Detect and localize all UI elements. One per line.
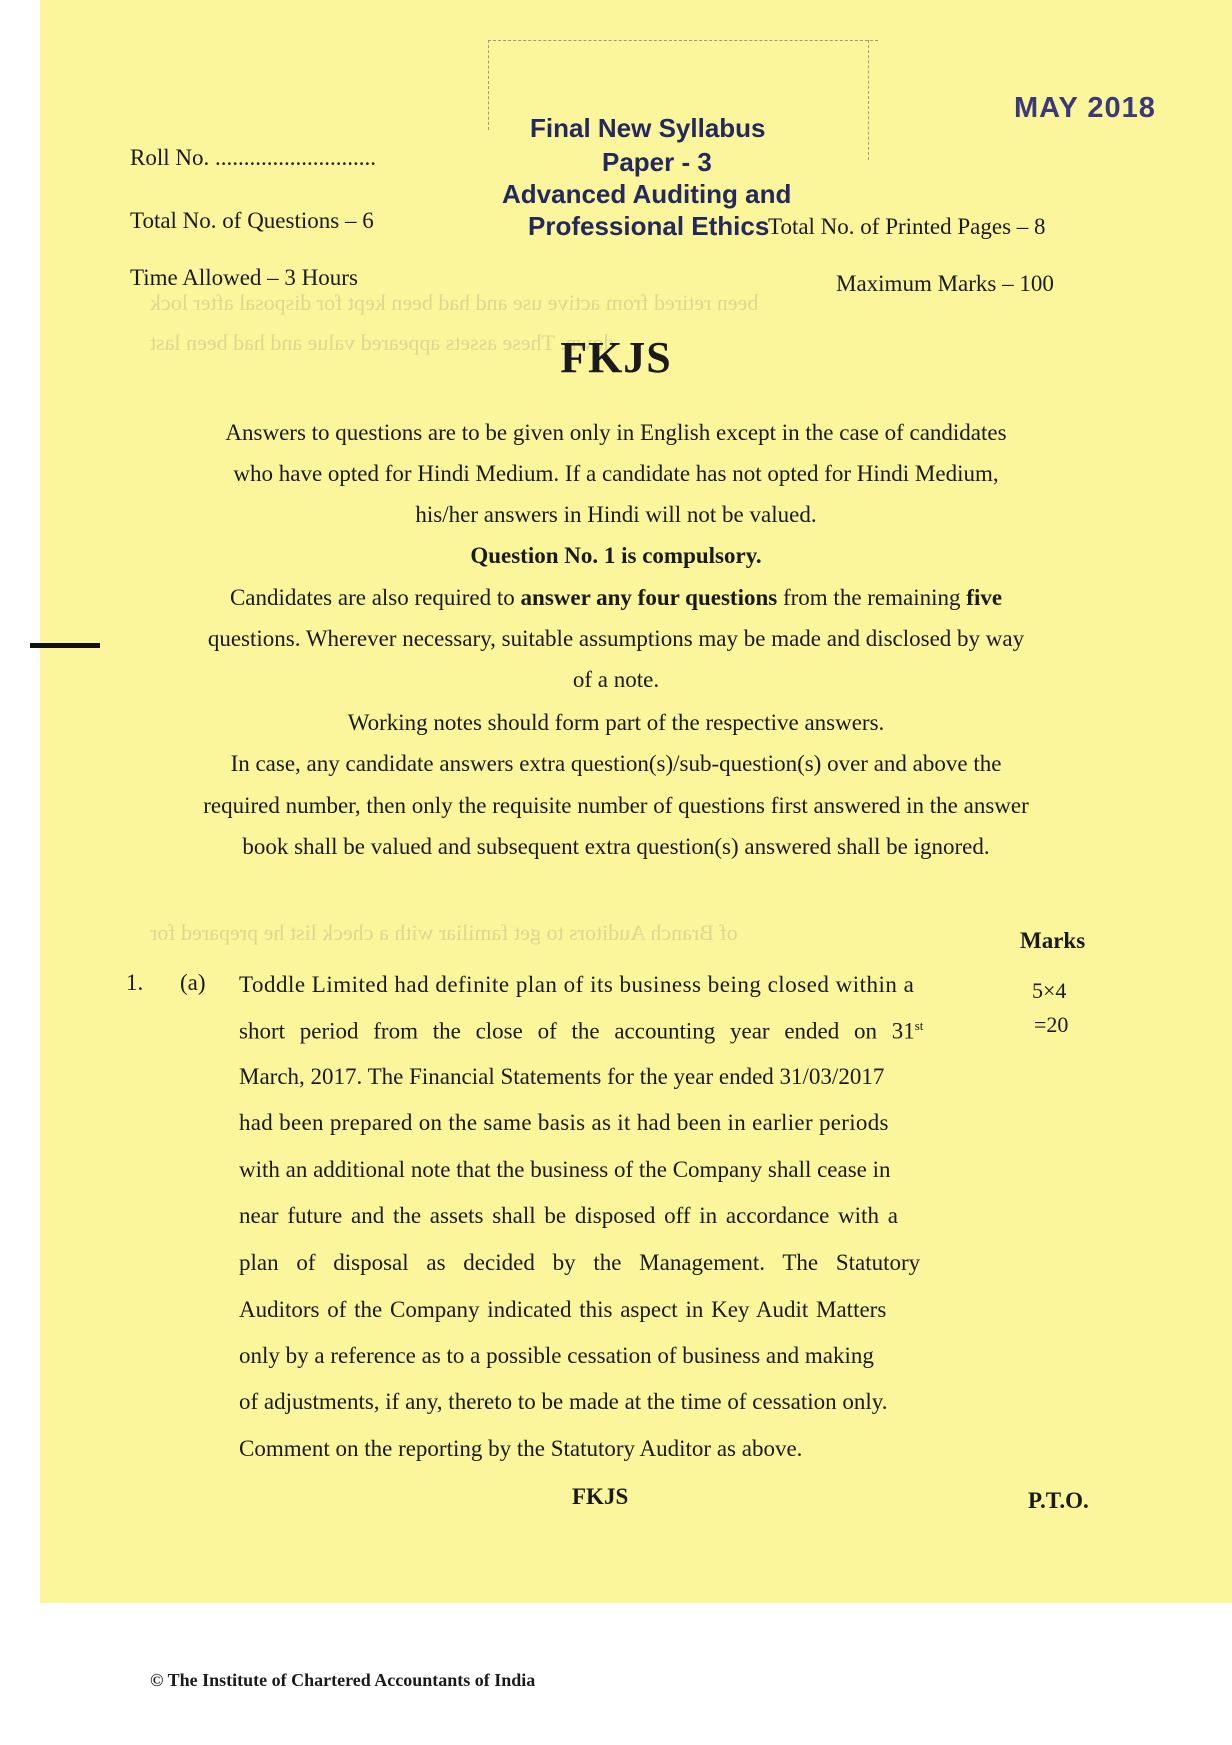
stamp-border: [868, 40, 869, 160]
instruction-emphasis: five: [966, 585, 1003, 610]
course-stamp-line1: Final New Syllabus: [530, 113, 766, 143]
instruction-line: [0, 585, 1232, 611]
question-part: (a): [180, 970, 206, 995]
question-text-line: March, 2017. The Financial Statements for the year ended 31/03/2017: [239, 1064, 885, 1089]
question-marks-total: =20: [1034, 1012, 1069, 1037]
question-text-line: plan of disposal as decided by the Management. The Statutory: [239, 1250, 921, 1275]
time-allowed: Time Allowed – 3 Hours: [130, 265, 358, 290]
course-stamp-line2: Paper - 3: [602, 147, 712, 177]
instruction-line: who have opted for Hindi Medium. If a candidate has not opted for Hindi Medium,: [233, 461, 999, 486]
printed-pages: Total No. of Printed Pages – 8: [768, 214, 1046, 239]
stamp-border: [488, 40, 489, 130]
instruction-line: In case, any candidate answers extra question(s)/sub-question(s) over and above the: [230, 751, 1002, 776]
paper-code: FKJS: [560, 333, 672, 382]
course-stamp-line4: Professional Ethics: [528, 211, 770, 241]
roll-number-field: Roll No. ............................: [130, 145, 376, 170]
page-turn-indicator: P.T.O.: [1028, 1488, 1089, 1513]
question-text-line: Auditors of the Company indicated this aspect in Key Audit Matters: [239, 1297, 887, 1322]
working-notes-instruction: Working notes should form part of the respective answers.: [347, 710, 885, 735]
instruction-emphasis: answer any four questions: [520, 585, 778, 610]
bleed-through-text: of Branch Auditors to get familiar with a check list he prepared for: [150, 920, 738, 945]
course-stamp-line3: Advanced Auditing and: [502, 179, 792, 209]
instruction-line: questions. Wherever necessary, suitable assumptions may be made and disclosed by way: [207, 626, 1025, 651]
copyright-notice: © The Institute of Chartered Accountants of India: [150, 1670, 536, 1690]
instruction-line: book shall be valued and subsequent extra question(s) answered shall be ignored.: [242, 834, 990, 859]
question-text-line: Toddle Limited had definite plan of its business being closed within a: [239, 972, 915, 997]
question-text-line: only by a reference as to a possible cessation of business and making: [239, 1343, 874, 1368]
margin-mark: [30, 643, 100, 648]
maximum-marks: Maximum Marks – 100: [836, 271, 1054, 296]
footer-code: FKJS: [572, 1484, 629, 1509]
compulsory-note: Question No. 1 is compulsory.: [470, 543, 762, 568]
question-marks: 5×4: [1032, 978, 1067, 1003]
bleed-through-text: down. These assets appeared value and had been last: [150, 330, 615, 355]
instruction-text: from the remaining: [777, 585, 967, 610]
bleed-through-text: been retired from active use and had been kept for disposal after lock: [150, 290, 759, 315]
stamp-border: [488, 40, 878, 41]
marks-heading: Marks: [1020, 928, 1086, 953]
question-text-line: with an additional note that the business of the Company shall cease in: [239, 1157, 891, 1182]
instruction-line: Answers to questions are to be given only in English except in the case of candidates: [225, 420, 1007, 445]
instruction-text: Candidates are also required to: [229, 585, 521, 610]
question-text-line: had been prepared on the same basis as it had been in earlier periods: [239, 1110, 889, 1135]
instruction-line: of a note.: [572, 667, 660, 692]
question-text-line: Comment on the reporting by the Statutory Auditor as above.: [239, 1436, 803, 1461]
question-text-line: near future and the assets shall be disposed off in accordance with a: [239, 1203, 898, 1228]
instruction-line: his/her answers in Hindi will not be valued.: [415, 502, 817, 527]
instruction-line: required number, then only the requisite number of questions first answered in the answer: [203, 793, 1029, 818]
question-text-line: short period from the close of the accounting year ended on 31st: [239, 1018, 924, 1044]
date-stamp: MAY 2018: [1014, 92, 1156, 124]
total-questions: Total No. of Questions – 6: [130, 208, 374, 233]
question-text-line: of adjustments, if any, thereto to be made at the time of cessation only.: [239, 1389, 888, 1414]
question-number: 1.: [126, 970, 144, 995]
